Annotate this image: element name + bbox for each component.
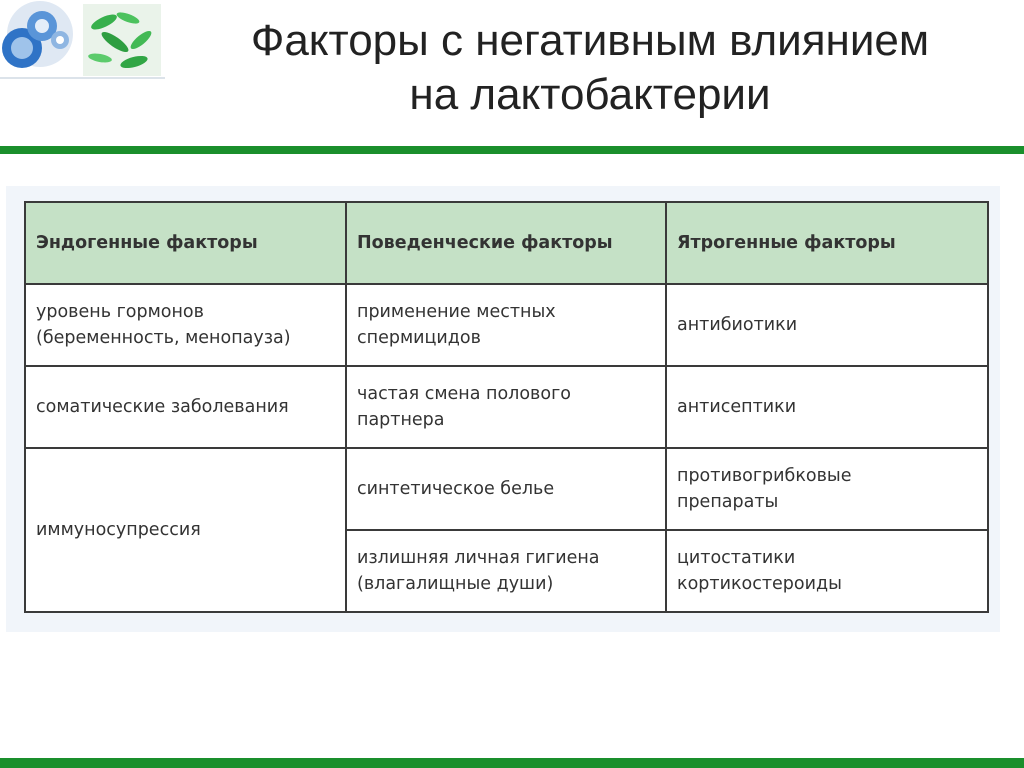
cell-endogenous-2 [25, 366, 346, 448]
top-divider [0, 146, 1024, 154]
cell-line: частая смена полового [357, 384, 571, 404]
bottom-divider [0, 758, 1024, 768]
cell-line: антисептики [677, 397, 797, 417]
cell-line: цитостатики [677, 548, 796, 568]
cell-line: (влагалищные души) [357, 574, 554, 594]
cell-line: уровень гормонов [36, 302, 204, 322]
cell-line: (беременность, менопауза) [36, 328, 291, 348]
header-endogenous: Эндогенные факторы [25, 202, 346, 284]
header-behavioral: Поведенческие факторы [346, 202, 666, 284]
table-row [25, 366, 988, 448]
table-row [25, 284, 988, 366]
cell-line: излишняя личная гигиена [357, 548, 600, 568]
cell-line: синтетическое белье [357, 479, 555, 499]
cell-behavioral-1 [346, 284, 666, 366]
table-header-row [25, 202, 988, 284]
cell-behavioral-4 [346, 530, 666, 612]
cell-line: иммуносупрессия [36, 520, 201, 540]
cell-line: соматические заболевания [36, 397, 289, 417]
header-iatrogenic: Ятрогенные факторы [666, 202, 988, 284]
cell-endogenous-1 [25, 284, 346, 366]
cell-endogenous-3 [25, 448, 346, 612]
cell-line: партнера [357, 410, 445, 430]
cell-line: кортикостероиды [677, 574, 842, 594]
cell-iatrogenic-1 [666, 284, 988, 366]
factors-table [24, 201, 989, 613]
cell-line: препараты [677, 492, 779, 512]
page-title [170, 14, 1010, 122]
title-line-1: Факторы с негативным влиянием [250, 16, 930, 65]
cell-line: спермицидов [357, 328, 481, 348]
cell-line: применение местных [357, 302, 556, 322]
cell-behavioral-2 [346, 366, 666, 448]
table-row [25, 448, 988, 530]
logo-icon [0, 0, 165, 80]
cell-iatrogenic-3 [666, 448, 988, 530]
cell-behavioral-3 [346, 448, 666, 530]
title-line-2: на лактобактерии [409, 70, 771, 119]
cell-line: антибиотики [677, 315, 798, 335]
cell-line: противогрибковые [677, 466, 852, 486]
cell-iatrogenic-4 [666, 530, 988, 612]
cell-iatrogenic-2 [666, 366, 988, 448]
